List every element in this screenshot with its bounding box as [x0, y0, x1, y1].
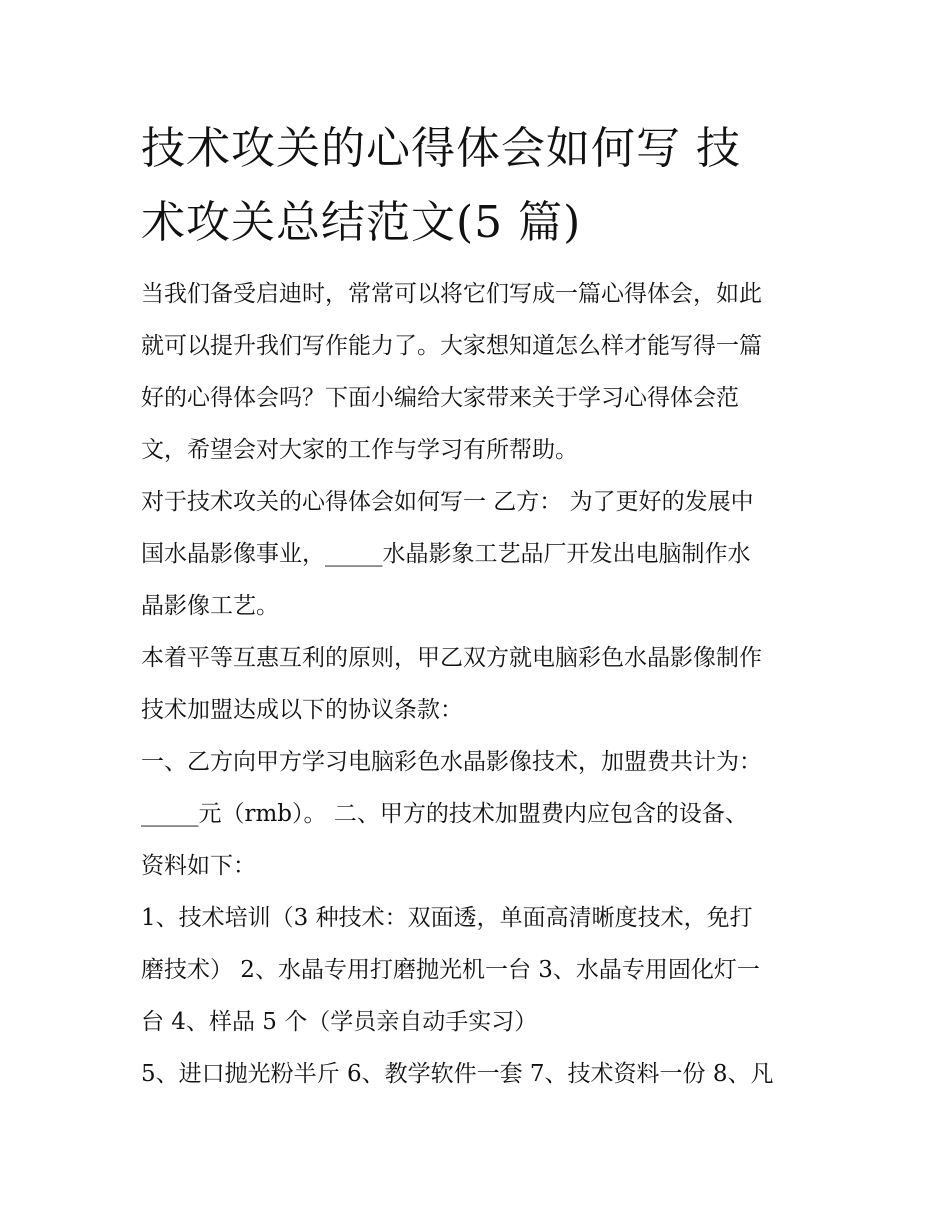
document-title — [141, 112, 821, 260]
paragraph-party-b — [141, 476, 821, 632]
paragraph-line: 磨技术） 2、水晶专用打磨抛光机一台 3、水晶专用固化灯一 — [141, 957, 760, 983]
title-line-2: 术攻关总结范文(5 篇) — [141, 197, 582, 248]
paragraph-line: 1、技术培训（3 种技术：双面透，单面高清晰度技术，免打 — [141, 905, 753, 931]
paragraph-items-list — [141, 892, 821, 1048]
paragraph-principle — [141, 632, 821, 736]
paragraph-line: 晶影像工艺。 — [141, 593, 279, 619]
paragraph-line: 就可以提升我们写作能力了。大家想知道怎么样才能写得一篇 — [141, 333, 762, 359]
paragraph-intro — [141, 268, 821, 476]
title-line-1: 技术攻关的心得体会如何写 技 — [141, 123, 741, 174]
paragraph-line: 5、进口抛光粉半斤 6、教学软件一套 7、技术资料一份 8、凡 — [141, 1061, 774, 1087]
paragraph-items-continued — [141, 1048, 821, 1100]
paragraph-line: 国水晶影像事业，_____水晶影象工艺品厂开发出电脑制作水 — [141, 541, 751, 567]
paragraph-line: 当我们备受启迪时，常常可以将它们写成一篇心得体会，如此 — [141, 281, 762, 307]
paragraph-line: 对于技术攻关的心得体会如何写一 乙方： 为了更好的发展中 — [141, 489, 754, 515]
paragraph-line: 文，希望会对大家的工作与学习有所帮助。 — [141, 437, 578, 463]
paragraph-line: 台 4、样品 5 个（学员亲自动手实习） — [141, 1009, 538, 1035]
paragraph-clause-1 — [141, 736, 821, 892]
document-body — [141, 268, 821, 1100]
paragraph-line: _____元（rmb）。 二、甲方的技术加盟费内应包含的设备、 — [141, 801, 748, 827]
paragraph-line: 资料如下： — [141, 853, 256, 879]
document-content — [141, 112, 821, 1100]
paragraph-line: 技术加盟达成以下的协议条款： — [141, 697, 463, 723]
paragraph-line: 一、乙方向甲方学习电脑彩色水晶影像技术，加盟费共计为： — [141, 749, 762, 775]
paragraph-line: 好的心得体会吗？下面小编给大家带来关于学习心得体会范 — [141, 385, 739, 411]
paragraph-line: 本着平等互惠互利的原则，甲乙双方就电脑彩色水晶影像制作 — [141, 645, 762, 671]
